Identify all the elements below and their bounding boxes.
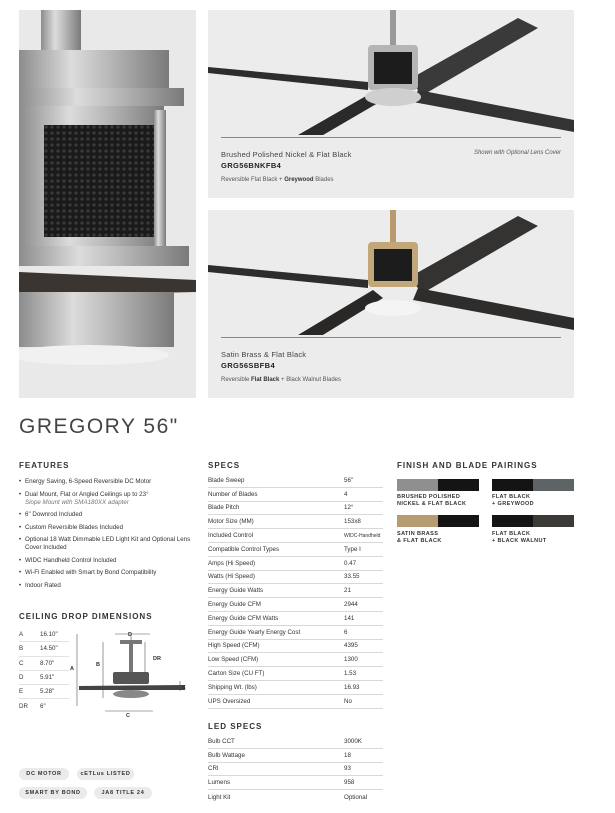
features-heading: FEATURES: [19, 461, 70, 470]
swatch-color-1: [492, 479, 533, 491]
dimension-row: C 8.70": [19, 657, 69, 671]
features-list: [19, 478, 194, 594]
finish-label: FLAT BLACK + BLACK WALNUT: [492, 531, 547, 544]
dimension-row: DR 6": [19, 703, 46, 711]
diagram-label-d: D: [128, 632, 132, 638]
blades-description: Reversible Flat Black + Greywood Blades: [221, 177, 334, 183]
dimension-row: D 5.91": [19, 671, 69, 685]
swatch-color-1: [492, 515, 533, 527]
lens-cover-note: Shown with Optional Lens Cover: [473, 150, 561, 156]
dimension-row: B 14.50": [19, 642, 69, 656]
diagram-label-e: E: [182, 685, 186, 691]
spec-row: Compatible Control Types Type I: [208, 543, 383, 557]
diagram-label-dr: DR: [153, 656, 161, 662]
feature-item: • Dual Mount, Flat or Angled Ceilings up to 23° Slope Mount with SMA180XX adapter: [19, 491, 194, 507]
spec-row: Included Control WIDC-Handheld: [208, 529, 383, 543]
finish-swatch: [492, 479, 574, 491]
swatch-color-1: [397, 515, 438, 527]
fan-nickel-illustration: [208, 10, 574, 135]
product-title: GREGORY 56": [19, 415, 179, 438]
spec-row: Energy Guide Yearly Energy Cost 6: [208, 626, 383, 640]
fan-brass-illustration: [208, 210, 574, 335]
spec-row: High Speed (CFM) 4395: [208, 640, 383, 654]
spec-row: Light Kit Optional: [208, 793, 368, 801]
diagram-label-b: B: [96, 662, 100, 668]
swatch-color-2: [438, 515, 479, 527]
dimension-row: A 16.10": [19, 628, 69, 642]
feature-item: • WIDC Handheld Control Included: [19, 557, 194, 565]
swatch-color-2: [533, 479, 574, 491]
spec-row: Energy Guide Watts 21: [208, 584, 383, 598]
ceiling-drop-heading: CEILING DROP DIMENSIONS: [19, 612, 153, 621]
spec-row: CRI 93: [208, 763, 383, 777]
spec-row: Number of Blades 4: [208, 488, 383, 502]
product-panel-nickel: [208, 10, 574, 198]
feature-item: • 6" Downrod Included: [19, 511, 194, 519]
specs-table: [208, 474, 383, 709]
fan-closeup-illustration: [19, 10, 196, 398]
swatch-color-2: [533, 515, 574, 527]
spec-row: Energy Guide CFM 2944: [208, 598, 383, 612]
blades-description: Reversible Flat Black + Black Walnut Blades: [221, 377, 342, 383]
finish-label: FLAT BLACK + GREYWOOD: [492, 494, 535, 507]
ja8-title24-badge: JA8 TITLE 24: [94, 787, 152, 799]
spec-row: Blade Sweep 56": [208, 474, 383, 488]
finish-label: BRUSHED POLISHED NICKEL & FLAT BLACK: [397, 494, 467, 507]
spec-row: Lumens 958: [208, 776, 383, 790]
diagram-label-a: A: [70, 666, 74, 672]
product-panel-brass: [208, 210, 574, 398]
hero-closeup-image: [19, 10, 196, 398]
spec-row: Carton Size (CU FT) 1.53: [208, 667, 383, 681]
product-sku: GRG56BNKFB4: [221, 161, 282, 170]
spec-row: Motor Size (MM) 153x8: [208, 515, 383, 529]
finish-swatch: [492, 515, 574, 527]
dimension-row: E 5.28": [19, 685, 69, 699]
dc-motor-badge: DC MOTOR: [19, 768, 69, 780]
finish-name: Satin Brass & Flat Black: [221, 350, 307, 359]
led-specs-heading: LED SPECS: [208, 722, 263, 731]
panel-divider: [221, 337, 561, 338]
feature-item: • Optional 18 Watt Dimmable LED Light Kit and Optional Lens Cover Included: [19, 536, 194, 552]
swatch-color-2: [438, 479, 479, 491]
feature-item: • Custom Reversible Blades Included: [19, 524, 194, 532]
spec-row: Energy Guide CFM Watts 141: [208, 612, 383, 626]
feature-item: • Energy Saving, 6-Speed Reversible DC Motor: [19, 478, 194, 486]
swatch-color-1: [397, 479, 438, 491]
finish-pairings-heading: FINISH AND BLADE PAIRINGS: [397, 461, 538, 470]
spec-row: Amps (Hi Speed) 0.47: [208, 557, 383, 571]
specs-heading: SPECS: [208, 461, 241, 470]
feature-item: • Wi-Fi Enabled with Smart by Bond Compatibility: [19, 569, 194, 577]
finish-name: Brushed Polished Nickel & Flat Black: [221, 150, 352, 159]
feature-item: • Indoor Rated: [19, 582, 194, 590]
finish-label: SATIN BRASS & FLAT BLACK: [397, 531, 442, 544]
finish-swatch: [397, 479, 479, 491]
smart-by-bond-badge: SMART BY BOND: [19, 787, 87, 799]
diagram-label-c: C: [126, 713, 130, 718]
spec-row: Bulb CCT 3000K: [208, 735, 383, 749]
dimension-diagram: [65, 628, 195, 718]
panel-divider: [221, 137, 561, 138]
spec-row: Shipping Wt. (lbs) 16.93: [208, 681, 383, 695]
spec-row: Blade Pitch 12°: [208, 502, 383, 516]
finish-swatch: [397, 515, 479, 527]
feature-subnote: Slope Mount with SMA180XX adapter: [25, 498, 129, 506]
cetlus-badge: cETLus LISTED: [77, 768, 134, 780]
spec-row: UPS Oversized No: [208, 695, 383, 709]
spec-row: Watts (Hi Speed) 33.55: [208, 571, 383, 585]
led-specs-table: [208, 735, 383, 804]
product-sku: GRG56SBFB4: [221, 361, 276, 370]
spec-row: Low Speed (CFM) 1300: [208, 653, 383, 667]
ceiling-drop-table: [19, 628, 69, 714]
spec-row: Bulb Wattage 18: [208, 749, 383, 763]
